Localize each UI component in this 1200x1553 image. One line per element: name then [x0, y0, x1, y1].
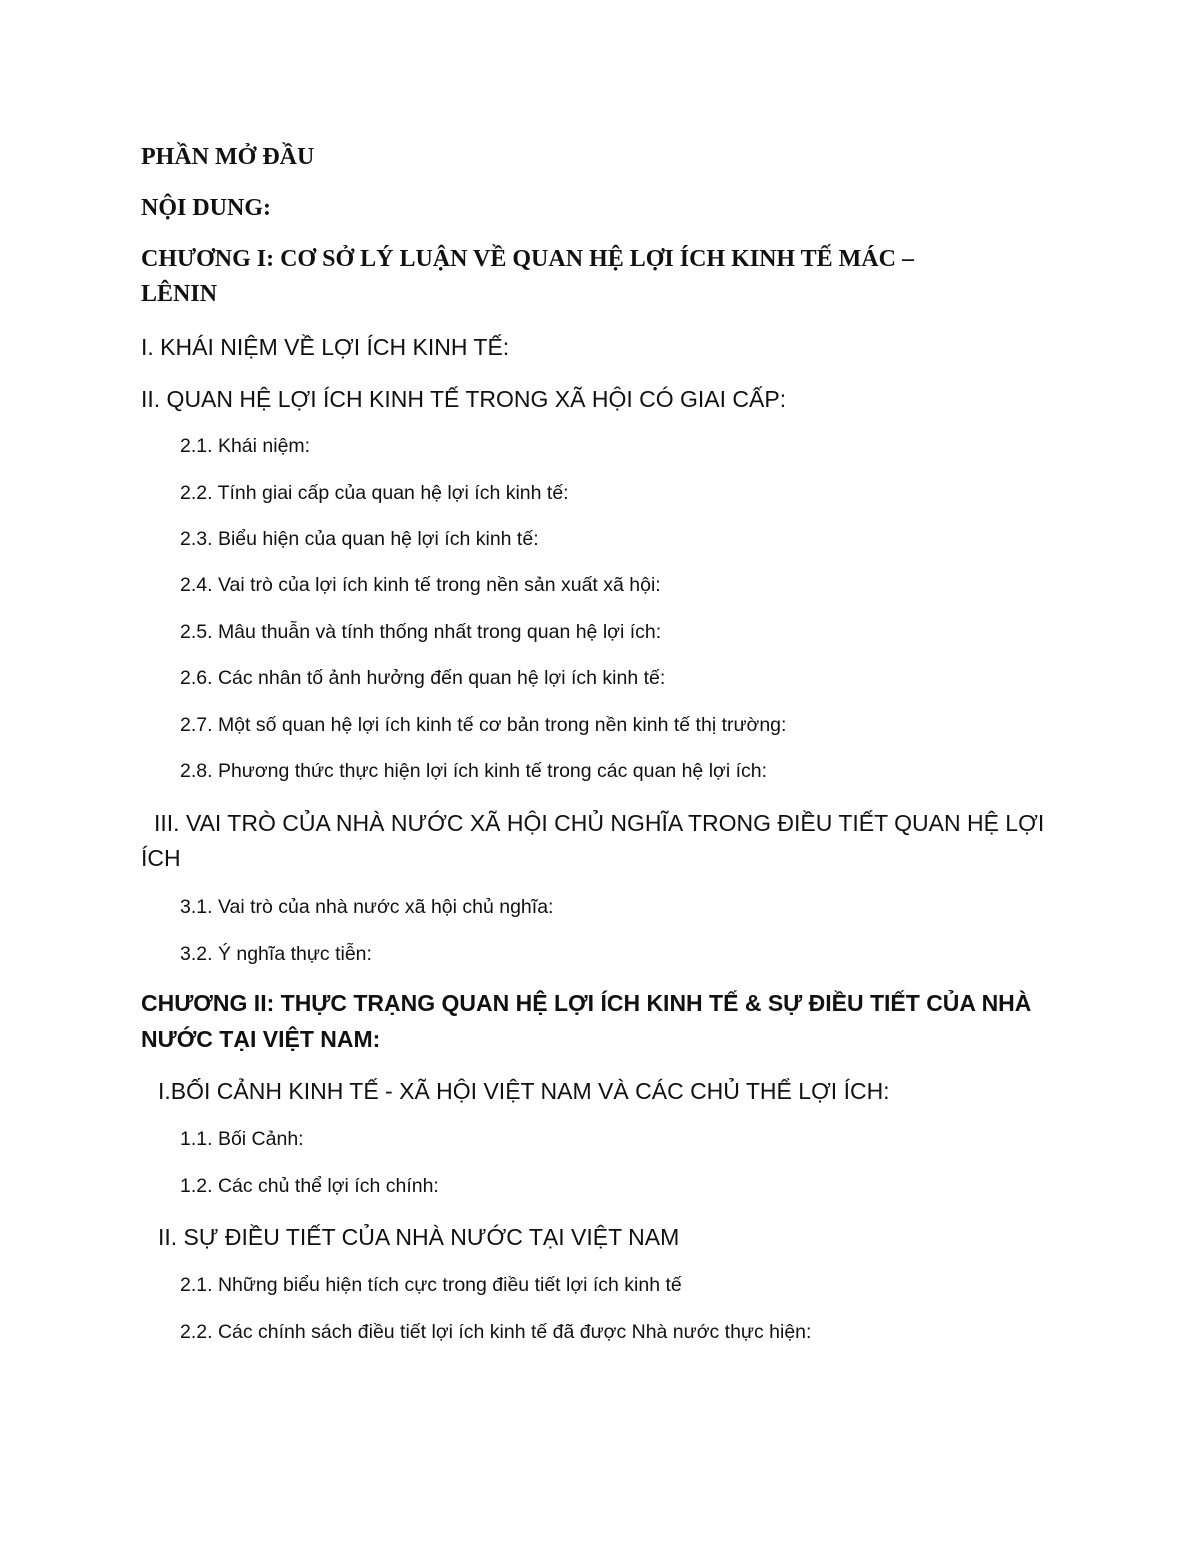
- toc-item-2-1: 2.1. Khái niệm:: [180, 435, 311, 457]
- chapter1-title-line1: CHƯƠNG I: CƠ SỞ LÝ LUẬN VỀ QUAN HỆ LỢI ÍCH KINH TẾ MÁC –: [141, 246, 914, 272]
- chapter2-section1-heading: I.BỐI CẢNH KINH TẾ - XÃ HỘI VIỆT NAM VÀ CÁC CHỦ THỂ LỢI ÍCH:: [158, 1078, 890, 1104]
- toc-item-c2-1-1: 1.1. Bối Cảnh:: [180, 1128, 304, 1150]
- toc-item-c2-1-2: 1.2. Các chủ thể lợi ích chính:: [180, 1175, 439, 1197]
- toc-item-2-8: 2.8. Phương thức thực hiện lợi ích kinh tế trong các quan hệ lợi ích:: [180, 760, 767, 782]
- toc-item-3-1: 3.1. Vai trò của nhà nước xã hội chủ nghĩa:: [180, 896, 554, 918]
- chapter2-section2-heading: II. SỰ ĐIỀU TIẾT CỦA NHÀ NƯỚC TẠI VIỆT NAM: [158, 1224, 680, 1250]
- toc-item-2-3: 2.3. Biểu hiện của quan hệ lợi ích kinh tế:: [180, 528, 539, 550]
- toc-item-2-7: 2.7. Một số quan hệ lợi ích kinh tế cơ bản trong nền kinh tế thị trường:: [180, 714, 787, 736]
- toc-item-c2-2-2: 2.2. Các chính sách điều tiết lợi ích kinh tế đã được Nhà nước thực hiện:: [180, 1321, 812, 1343]
- chapter2-title-line1: CHƯƠNG II: THỰC TRẠNG QUAN HỆ LỢI ÍCH KINH TẾ & SỰ ĐIỀU TIẾT CỦA NHÀ: [141, 990, 1032, 1016]
- chapter1-section3-heading-line1: III. VAI TRÒ CỦA NHÀ NƯỚC XÃ HỘI CHỦ NGHĨA TRONG ĐIỀU TIẾT QUAN HỆ LỢI: [154, 810, 1045, 836]
- chapter1-title-line2: LÊNIN: [141, 281, 218, 307]
- chapter1-section1-heading: I. KHÁI NIỆM VỀ LỢI ÍCH KINH TẾ:: [141, 334, 510, 360]
- intro-heading: PHẦN MỞ ĐẦU: [141, 144, 315, 170]
- toc-item-2-4: 2.4. Vai trò của lợi ích kinh tế trong nền sản xuất xã hội:: [180, 574, 661, 596]
- toc-item-2-5: 2.5. Mâu thuẫn và tính thống nhất trong quan hệ lợi ích:: [180, 621, 662, 643]
- toc-item-2-6: 2.6. Các nhân tố ảnh hưởng đến quan hệ lợi ích kinh tế:: [180, 667, 666, 689]
- chapter2-title-line2: NƯỚC TẠI VIỆT NAM:: [141, 1026, 381, 1052]
- toc-item-3-2: 3.2. Ý nghĩa thực tiễn:: [180, 943, 372, 965]
- chapter1-section3-heading-line2: ÍCH: [141, 845, 181, 871]
- chapter1-section2-heading: II. QUAN HỆ LỢI ÍCH KINH TẾ TRONG XÃ HỘI CÓ GIAI CẤP:: [141, 386, 787, 412]
- toc-item-c2-2-1: 2.1. Những biểu hiện tích cực trong điều tiết lợi ích kinh tế: [180, 1274, 682, 1296]
- toc-item-2-2: 2.2. Tính giai cấp của quan hệ lợi ích kinh tế:: [180, 482, 569, 504]
- content-heading: NỘI DUNG:: [141, 195, 271, 221]
